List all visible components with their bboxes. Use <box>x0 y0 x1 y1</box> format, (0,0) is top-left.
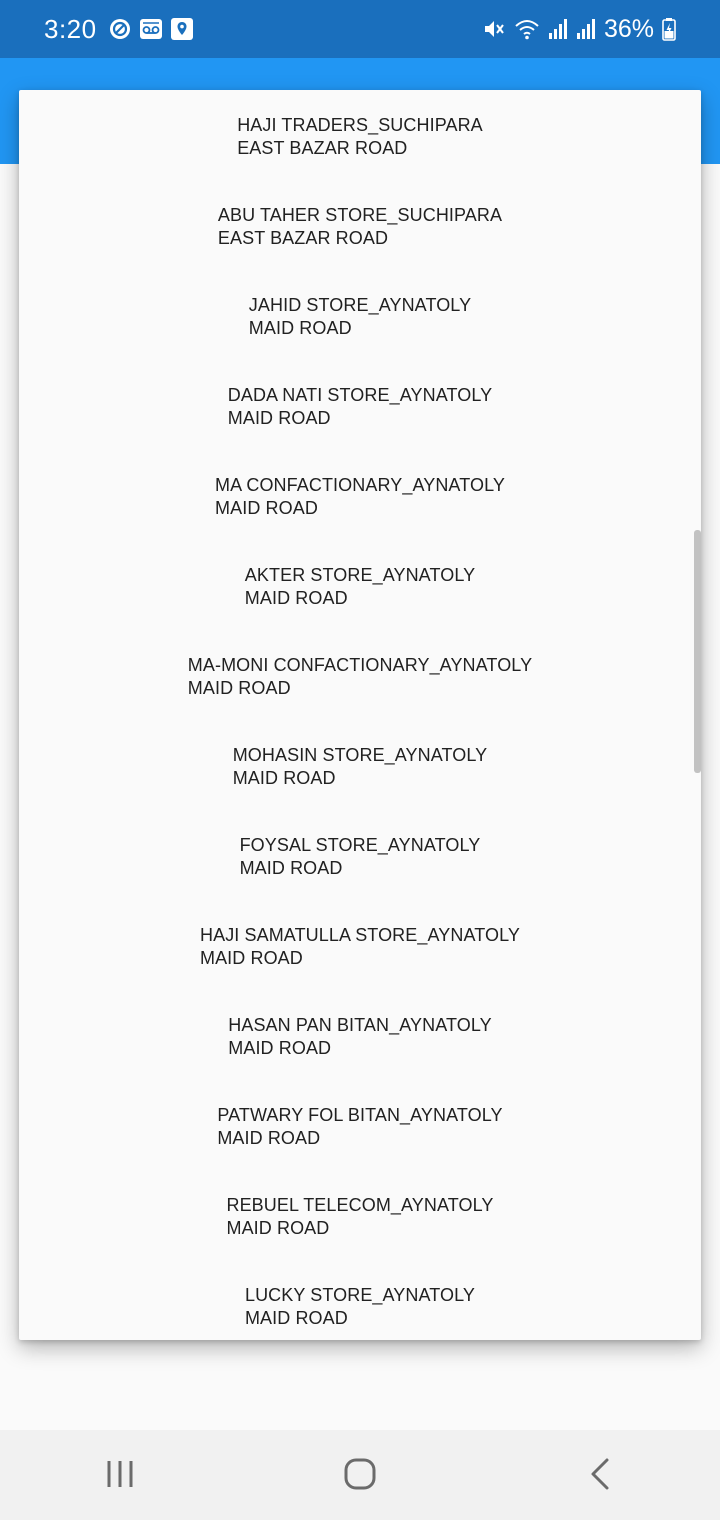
signal-icon <box>548 17 568 41</box>
store-road: MAID ROAD <box>248 318 352 338</box>
status-right-icons <box>482 15 676 44</box>
list-item[interactable] <box>19 630 701 720</box>
home-button[interactable] <box>300 1430 420 1520</box>
blocked-icon <box>109 18 131 40</box>
list-item[interactable] <box>19 810 701 900</box>
list-item[interactable] <box>19 1170 701 1260</box>
mute-icon <box>482 17 506 41</box>
list-item[interactable] <box>19 180 701 270</box>
battery-percent: 36% <box>603 14 654 43</box>
scrollbar-thumb[interactable] <box>694 530 701 773</box>
recent-apps-button[interactable] <box>60 1430 180 1520</box>
list-item-text <box>215 474 505 520</box>
list-item[interactable] <box>19 360 701 450</box>
list-item[interactable] <box>19 540 701 630</box>
store-road: EAST BAZAR ROAD <box>237 138 408 158</box>
store-name: ABU TAHER STORE_SUCHIPARA <box>217 205 503 225</box>
list-item-text <box>249 294 471 340</box>
list-item-text <box>237 114 483 160</box>
status-left-icons <box>109 18 193 40</box>
list-item-text <box>240 834 481 880</box>
list-item-text <box>218 204 502 250</box>
store-name: HAJI TRADERS_SUCHIPARA <box>237 115 483 135</box>
store-name: AKTER STORE_AYNATOLY <box>244 565 476 585</box>
location-pin-icon <box>171 18 193 40</box>
store-name: PATWARY FOL BITAN_AYNATOLY <box>217 1105 503 1125</box>
list-item-text <box>200 924 520 970</box>
list-item-text <box>233 744 488 790</box>
home-icon <box>343 1457 377 1494</box>
store-name: HASAN PAN BITAN_AYNATOLY <box>228 1015 492 1035</box>
list-item-text <box>226 1194 493 1240</box>
store-road: EAST BAZAR ROAD <box>217 228 389 248</box>
recent-apps-icon <box>105 1459 135 1492</box>
list-item[interactable] <box>19 720 701 810</box>
store-name: REBUEL TELECOM_AYNATOLY <box>226 1195 494 1215</box>
store-road: MAID ROAD <box>226 1218 330 1238</box>
battery-charging-icon <box>662 17 676 41</box>
store-road: MAID ROAD <box>232 768 336 788</box>
store-list <box>19 90 701 1340</box>
store-name: MA CONFACTIONARY_AYNATOLY <box>215 475 505 495</box>
back-icon <box>588 1457 612 1494</box>
back-button[interactable] <box>540 1430 660 1520</box>
list-item[interactable] <box>19 900 701 990</box>
status-time: 3:20 <box>44 13 97 44</box>
store-picker-dialog <box>19 90 701 1340</box>
store-name: DADA NATI STORE_AYNATOLY <box>227 385 493 405</box>
list-item[interactable] <box>19 1260 701 1340</box>
list-item-text <box>245 564 475 610</box>
store-road: MAID ROAD <box>244 588 348 608</box>
list-item[interactable] <box>19 450 701 540</box>
wifi-icon <box>514 17 540 41</box>
voicemail-icon <box>139 18 163 40</box>
store-name: LUCKY STORE_AYNATOLY <box>244 1285 476 1305</box>
list-item[interactable] <box>19 1080 701 1170</box>
store-road: MAID ROAD <box>228 1038 332 1058</box>
store-name: HAJI SAMATULLA STORE_AYNATOLY <box>199 925 520 945</box>
list-item-text <box>228 1014 491 1060</box>
list-item-text <box>245 1284 475 1330</box>
store-road: MAID ROAD <box>217 1128 321 1148</box>
signal-icon <box>576 17 596 41</box>
navigation-bar <box>0 1430 720 1520</box>
list-item-text <box>228 384 492 430</box>
store-road: MAID ROAD <box>227 408 331 428</box>
store-road: MAID ROAD <box>215 498 318 518</box>
status-bar <box>0 0 720 58</box>
store-road: MAID ROAD <box>199 948 303 968</box>
list-item-text <box>217 1104 502 1150</box>
store-name: MOHASIN STORE_AYNATOLY <box>232 745 488 765</box>
store-road: MAID ROAD <box>244 1308 348 1328</box>
list-item[interactable] <box>19 990 701 1080</box>
store-name: JAHID STORE_AYNATOLY <box>248 295 472 315</box>
store-name: FOYSAL STORE_AYNATOLY <box>239 835 481 855</box>
store-name: MA-MONI CONFACTIONARY_AYNATOLY <box>187 655 533 675</box>
list-item[interactable] <box>19 270 701 360</box>
list-item[interactable] <box>19 90 701 180</box>
store-road: MAID ROAD <box>187 678 291 698</box>
store-road: MAID ROAD <box>239 858 343 878</box>
list-item-text <box>188 654 532 700</box>
